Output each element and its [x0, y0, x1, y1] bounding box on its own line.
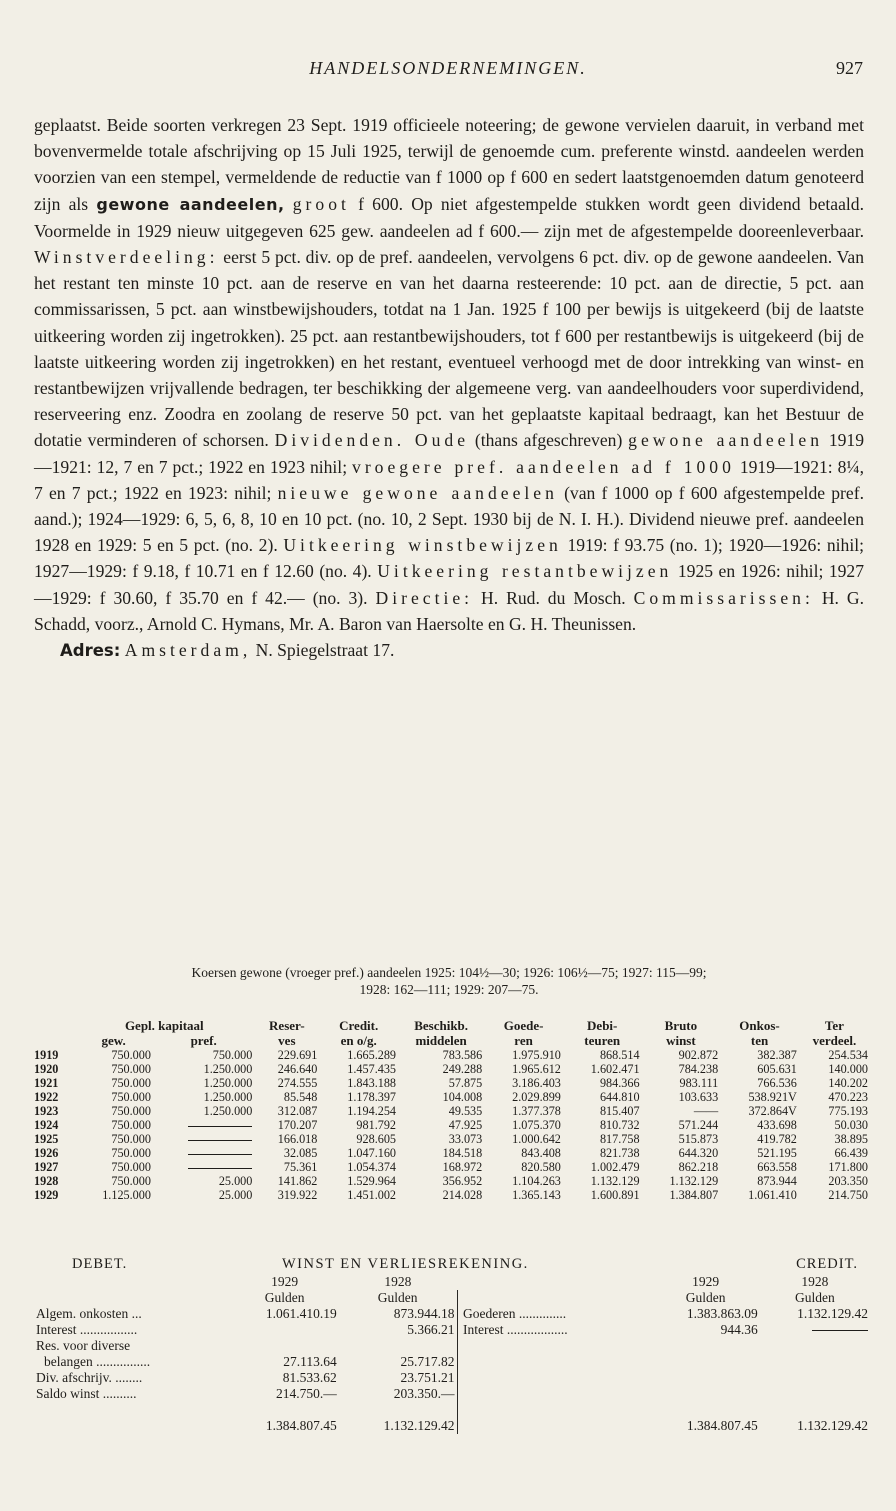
text-segment: 1919—1921: 12, 7 en 7 pct.; 1922 en 1923 nihil; — [34, 430, 864, 477]
table-cell: 168.972 — [442, 1160, 483, 1174]
table-cell: 1.132.129 — [590, 1174, 640, 1188]
table-cell: 372.864V — [748, 1104, 797, 1118]
table-cell: 750.000 — [111, 1076, 151, 1090]
spaced-heading: Dividenden. Oude — [274, 430, 470, 451]
table-cell: 928.605 — [356, 1132, 397, 1146]
table-cell: 1.250.000 — [203, 1090, 253, 1104]
column-subheader: ves — [278, 1033, 296, 1048]
share-prices — [34, 964, 864, 998]
text-segment: (thans afgeschreven) — [474, 430, 623, 451]
running-title: HANDELSONDERNEMINGEN. — [309, 58, 587, 78]
table-subheader-row — [32, 1033, 870, 1048]
address-line — [34, 637, 864, 664]
table-cell: 1.965.612 — [512, 1062, 561, 1076]
table-cell: 605.631 — [757, 1062, 797, 1076]
table-row — [32, 1146, 870, 1160]
table-cell: 274.555 — [277, 1076, 318, 1090]
debit-label: Interest ................. — [36, 1322, 138, 1337]
table-cell: 810.732 — [599, 1118, 640, 1132]
table-cell: 38.895 — [834, 1132, 868, 1146]
table-cell: 57.875 — [448, 1076, 483, 1090]
table-cell: 184.518 — [442, 1146, 483, 1160]
table-cell: —— — [693, 1104, 719, 1118]
table-cell: 249.288 — [442, 1062, 483, 1076]
table-cell: 750.000 — [111, 1118, 151, 1132]
table-cell: 515.873 — [678, 1132, 719, 1146]
table-cell — [153, 1160, 254, 1174]
spaced-heading: Directie: — [375, 587, 474, 608]
column-header — [32, 1018, 74, 1033]
table-cell: 784.238 — [678, 1062, 719, 1076]
table-cell: 3.186.403 — [512, 1076, 561, 1090]
row-year: 1928 — [34, 1174, 59, 1188]
table-cell: 254.534 — [828, 1048, 868, 1062]
table-cell: 32.085 — [283, 1146, 318, 1160]
spaced-term: nieuwe gewone aandeelen — [277, 482, 558, 503]
column-header: Onkos- — [739, 1018, 780, 1033]
table-cell: 902.872 — [678, 1048, 719, 1062]
year-label: 1929 — [271, 1274, 299, 1289]
column-subheader: ren — [514, 1033, 533, 1048]
table-cell: 1.377.378 — [512, 1104, 561, 1118]
year-label: 1928 — [384, 1274, 412, 1289]
table-cell: 663.558 — [757, 1160, 797, 1174]
spaced-heading: Winstverdeeling: — [34, 247, 219, 268]
table-cell: 1.002.479 — [590, 1160, 640, 1174]
row-year: 1925 — [34, 1132, 59, 1146]
debit-value — [230, 1322, 338, 1338]
total-value: 1.132.129.42 — [383, 1418, 455, 1433]
table-cell: 750.000 — [111, 1048, 151, 1062]
column-subheader: gew. — [101, 1033, 126, 1048]
row-year: 1926 — [34, 1146, 59, 1160]
table-cell: 817.758 — [599, 1132, 640, 1146]
credit-label: Goederen .............. — [463, 1306, 567, 1321]
text-segment: f 600. Op niet afgestempelde stukken wordt geen dividend betaald. Voormelde in 1929 nieuw uitgegeven 625 gew. aandeelen ad f 600.— zijn met de afgestempelde dooreenleverbaar. — [34, 193, 864, 241]
table-cell: 750.000 — [111, 1146, 151, 1160]
address-street: N. Spiegelstraat 17. — [255, 640, 395, 661]
table-cell: 419.782 — [757, 1132, 797, 1146]
column-subheader: teuren — [584, 1033, 621, 1048]
table-cell: 750.000 — [111, 1160, 151, 1174]
table-cell: 319.922 — [277, 1188, 318, 1202]
bold-term: gewone aandeelen, — [96, 194, 285, 214]
debit-value: 873.944.18 — [393, 1306, 455, 1321]
table-cell: 229.691 — [277, 1048, 318, 1062]
table-cell: 85.548 — [283, 1090, 318, 1104]
table-cell: 203.350 — [828, 1174, 868, 1188]
table-cell: 1.047.160 — [347, 1146, 397, 1160]
column-header: Ter — [824, 1018, 844, 1033]
table-cell: 140.202 — [828, 1076, 868, 1090]
debit-value: 81.533.62 — [282, 1370, 337, 1385]
table-row — [32, 1118, 870, 1132]
table-cell: 821.738 — [599, 1146, 640, 1160]
table-cell: 66.439 — [834, 1146, 868, 1160]
share-prices-line: Koersen gewone (vroeger pref.) aandeelen 1925: 104½—30; 1926: 106½—75; 1927: 115—99; — [191, 965, 707, 980]
column-header: Gepl. kapitaal — [124, 1018, 204, 1033]
table-row — [34, 1386, 870, 1402]
table-row — [32, 1104, 870, 1118]
total-value: 1.384.807.45 — [265, 1418, 337, 1433]
table-cell: 141.862 — [277, 1174, 318, 1188]
spaced-term: vroegere pref. aandeelen ad f 1000 — [352, 456, 735, 477]
spaced-heading: Uitkeering restantbewijzen — [377, 561, 673, 582]
table-cell: 1.600.891 — [590, 1188, 640, 1202]
table-cell: 521.195 — [757, 1146, 797, 1160]
table-cell: 1.365.143 — [512, 1188, 561, 1202]
table-row — [32, 1090, 870, 1104]
spaced-heading: Uitkeering winstbewijzen — [283, 535, 562, 556]
row-year: 1922 — [34, 1090, 59, 1104]
table-cell: 214.028 — [442, 1188, 483, 1202]
table-cell — [153, 1118, 254, 1132]
currency-row — [34, 1290, 870, 1306]
table-cell: 170.207 — [277, 1118, 318, 1132]
table-cell: 140.000 — [828, 1062, 868, 1076]
column-subheader: verdeel. — [812, 1033, 857, 1048]
table-cell: 1.843.188 — [347, 1076, 397, 1090]
row-year: 1923 — [34, 1104, 59, 1118]
year-label: 1929 — [692, 1274, 720, 1289]
column-subheader: middelen — [415, 1033, 467, 1048]
credit-label: Interest .................. — [463, 1322, 568, 1337]
text-segment: eerst 5 pct. div. op de pref. aandeelen, vervolgens 6 pct. div. op de gewone aandeelen. Van het restant ten minste 10 pct. aan de reserve en van het daarna resteerende: 10 pct. aan de directie, 5 pct. aan commissarissen, 5 pct. aan winstbewijshouders, totdat na 1 Jan. 1925 f 100 per bewijs is uitgekeerd (bij de laatste uitkeering worden zij ingetrokken). 25 pct. aan restantbewijshouders, tot f 600 per restantbewijs is uitgekeerd (bij de laatste uitkeering worden zij ingetrokken) en het restant, eventueel verhoogd met de door intrekking van winst- en restantbewijzen vrijvallende bedragen, ter beschikking der algemeene verg. van aandeelhouders voor superdividend, reserveering enz. Zoodra en zoolang de reserve 50 pct. van het geplaatste kapitaal bedraagt, kan het Bestuur de dotatie verminderen of schorsen. — [34, 247, 864, 451]
table-cell: 644.810 — [599, 1090, 640, 1104]
debit-value: 203.350.— — [393, 1386, 455, 1401]
text-segment: (van f 1000 op f 600 afgestempelde pref. aand.); 1924—1929: 6, 5, 6, 8, 10 en 10 pct. (no. 10, 2 Sept. 1930 bij de N. I. H.). Dividend nieuwe pref. aandeelen 1928 en 1929: 5 en 5 pct. (no. 2). — [34, 482, 864, 556]
table-cell: 644.320 — [678, 1146, 719, 1160]
table-cell: 1.178.397 — [347, 1090, 397, 1104]
table-cell — [153, 1132, 254, 1146]
column-subheader: winst — [666, 1033, 696, 1048]
table-cell: 783.586 — [442, 1048, 483, 1062]
year-label: 1928 — [801, 1274, 829, 1289]
total-value: 1.132.129.42 — [797, 1418, 868, 1433]
table-cell — [153, 1146, 254, 1160]
company-description — [34, 112, 864, 664]
debit-value: 214.750.— — [275, 1386, 337, 1401]
table-cell: 538.921V — [748, 1090, 797, 1104]
table-cell: 981.792 — [356, 1118, 397, 1132]
debit-value: 1.061.410.19 — [265, 1306, 337, 1321]
body-paragraph — [34, 112, 864, 637]
table-cell: 33.073 — [448, 1132, 483, 1146]
credit-value: 1.132.129.42 — [797, 1306, 868, 1321]
row-year: 1929 — [34, 1188, 59, 1202]
table-row — [34, 1370, 870, 1386]
year-row — [34, 1274, 870, 1290]
totals-row — [34, 1414, 870, 1434]
table-cell: 104.008 — [442, 1090, 483, 1104]
table-row — [32, 1132, 870, 1146]
table-cell: 750.000 — [111, 1174, 151, 1188]
table-cell: 1.384.807 — [669, 1188, 719, 1202]
column-header: Debi- — [587, 1018, 618, 1033]
table-cell: 750.000 — [111, 1090, 151, 1104]
currency-label: Gulden — [377, 1290, 418, 1305]
debit-value: 27.113.64 — [283, 1354, 337, 1369]
table-row — [32, 1160, 870, 1174]
column-subheader: pref. — [190, 1033, 217, 1048]
currency-label: Gulden — [264, 1290, 305, 1305]
address-city: Amsterdam, — [124, 640, 252, 661]
debet-label: DEBET. — [72, 1256, 128, 1272]
debit-value: 5.366.21 — [407, 1322, 455, 1337]
table-row — [34, 1354, 870, 1370]
debit-label: Res. voor diverse — [36, 1338, 131, 1353]
table-cell: 1.975.910 — [512, 1048, 561, 1062]
table-row — [34, 1338, 870, 1354]
debit-label: belangen ................ — [44, 1354, 151, 1369]
text-segment: 1919: f 93.75 (no. 1); 1920—1926: nihil; 1927—1929: f 9.18, f 10.71 en f 12.60 (no. 4). — [34, 535, 864, 582]
table-cell: 843.408 — [521, 1146, 561, 1160]
row-year: 1927 — [34, 1160, 59, 1174]
table-row — [32, 1048, 870, 1062]
column-subheader — [32, 1033, 74, 1048]
debit-value: 23.751.21 — [400, 1370, 455, 1385]
table-cell: 25.000 — [218, 1188, 253, 1202]
table-cell: 166.018 — [277, 1132, 318, 1146]
table-cell: 433.698 — [757, 1118, 797, 1132]
financial-table-body — [32, 1048, 870, 1202]
table-cell: 246.640 — [277, 1062, 318, 1076]
page-number: 927 — [836, 58, 863, 78]
table-cell: 1.665.289 — [347, 1048, 397, 1062]
row-year: 1924 — [34, 1118, 59, 1132]
debit-label: Div. afschrijv. ........ — [36, 1370, 143, 1385]
table-cell: 750.000 — [111, 1104, 151, 1118]
table-cell: 820.580 — [521, 1160, 561, 1174]
row-year: 1920 — [34, 1062, 59, 1076]
table-row — [32, 1188, 870, 1202]
table-cell: 868.514 — [599, 1048, 640, 1062]
table-cell: 1.451.002 — [347, 1188, 397, 1202]
text-segment: 1925 en 1926: nihil; 1927—1929: f 30.60, f 35.70 en f 42.— (no. 3). — [34, 561, 865, 608]
table-cell: 815.407 — [599, 1104, 640, 1118]
table-cell: 382.387 — [757, 1048, 797, 1062]
column-header: Reser- — [269, 1018, 305, 1033]
table-cell: 47.925 — [448, 1118, 483, 1132]
text-segment: H. G. Schadd, voorz., Arnold C. Hymans, Mr. A. Baron van Haersolte en G. H. Theunissen. — [34, 587, 864, 634]
table-header-row — [32, 1018, 870, 1033]
table-cell: 470.223 — [828, 1090, 868, 1104]
credit-dash — [760, 1322, 870, 1338]
table-cell: 862.218 — [678, 1160, 719, 1174]
table-row — [32, 1076, 870, 1090]
table-cell: 1.104.263 — [512, 1174, 561, 1188]
spaced-term: gewone aandeelen — [628, 430, 823, 451]
table-cell: 356.952 — [442, 1174, 483, 1188]
table-cell: 983.111 — [679, 1076, 719, 1090]
credit-value: 944.36 — [720, 1322, 758, 1337]
table-cell: 25.000 — [218, 1174, 253, 1188]
table-row — [34, 1322, 870, 1338]
financial-table — [32, 1018, 870, 1202]
running-head — [0, 58, 896, 88]
profit-loss-table — [34, 1274, 870, 1434]
table-cell: 1.194.254 — [347, 1104, 397, 1118]
table-cell: 1.250.000 — [203, 1104, 253, 1118]
currency-label: Gulden — [685, 1290, 726, 1305]
table-cell: 750.000 — [111, 1132, 151, 1146]
text-segment: geplaatst. Beide soorten verkregen 23 Sept. 1919 officieele noteering; de gewone vervielen daaruit, in verband met bovenvermelde totale afschrijving op 15 Juli 1925, terwijl de genoemde cum. preferente winstd. aandeelen werden voorzien van een stempel, vermeldende de reductie van f 1000 op f 600 en sedert laatstgenoemden datum genoteerd zijn als — [34, 115, 864, 214]
address-label: Adres: — [60, 641, 121, 661]
table-cell: 50.030 — [834, 1118, 868, 1132]
debit-label: Algem. onkosten ... — [36, 1306, 142, 1321]
column-header: Bruto — [664, 1018, 698, 1033]
debit-label: Saldo winst .......... — [36, 1386, 137, 1401]
spaced-heading: Commissarissen: — [633, 587, 814, 608]
table-cell: 1.250.000 — [203, 1062, 253, 1076]
table-cell: 103.633 — [678, 1090, 719, 1104]
debit-value: 25.717.82 — [400, 1354, 455, 1369]
table-cell: 75.361 — [283, 1160, 318, 1174]
table-cell: 873.944 — [757, 1174, 797, 1188]
spaced-term: groot — [292, 193, 350, 214]
table-cell: 750.000 — [111, 1062, 151, 1076]
table-cell: 171.800 — [828, 1160, 868, 1174]
table-cell: 1.061.410 — [748, 1188, 797, 1202]
table-cell: 1.132.129 — [669, 1174, 719, 1188]
table-cell: 49.535 — [448, 1104, 483, 1118]
table-cell: 1.457.435 — [347, 1062, 397, 1076]
column-header: Credit. — [339, 1018, 379, 1033]
table-cell: 2.029.899 — [512, 1090, 561, 1104]
table-row — [32, 1062, 870, 1076]
table-cell: 312.087 — [277, 1104, 318, 1118]
table-cell: 571.244 — [678, 1118, 719, 1132]
table-cell: 1.054.374 — [347, 1160, 397, 1174]
table-cell: 1.125.000 — [102, 1188, 151, 1202]
column-subheader: en o/g. — [340, 1033, 377, 1048]
table-row — [34, 1306, 870, 1322]
table-cell: 984.366 — [599, 1076, 640, 1090]
row-year: 1919 — [34, 1048, 59, 1062]
row-year: 1921 — [34, 1076, 59, 1090]
total-value: 1.384.807.45 — [686, 1418, 758, 1433]
table-cell: 1.000.642 — [512, 1132, 561, 1146]
table-cell: 1.075.370 — [512, 1118, 561, 1132]
column-header: Goede- — [503, 1018, 544, 1033]
credit-value: 1.383.863.09 — [686, 1306, 758, 1321]
table-cell: 214.750 — [828, 1188, 868, 1202]
table-cell: 775.193 — [828, 1104, 868, 1118]
table-cell: 766.536 — [757, 1076, 797, 1090]
credit-label: CREDIT. — [796, 1256, 858, 1272]
table-cell: 1.529.964 — [347, 1174, 397, 1188]
currency-label: Gulden — [794, 1290, 835, 1305]
table-cell: 1.602.471 — [590, 1062, 640, 1076]
text-segment: H. Rud. du Mosch. — [481, 587, 626, 608]
profit-loss-title: WINST EN VERLIESREKENING. — [282, 1256, 529, 1272]
text-segment: 1919—1921: 8¼, 7 en 7 pct.; 1922 en 1923: nihil; — [34, 456, 864, 503]
column-header: Beschikb. — [414, 1018, 469, 1033]
table-cell: 750.000 — [212, 1048, 253, 1062]
profit-loss-heading — [60, 1256, 870, 1274]
column-subheader: ten — [750, 1033, 769, 1048]
share-prices-line: 1928: 162—111; 1929: 207—75. — [359, 982, 539, 997]
table-cell: 1.250.000 — [203, 1076, 253, 1090]
table-row — [32, 1174, 870, 1188]
